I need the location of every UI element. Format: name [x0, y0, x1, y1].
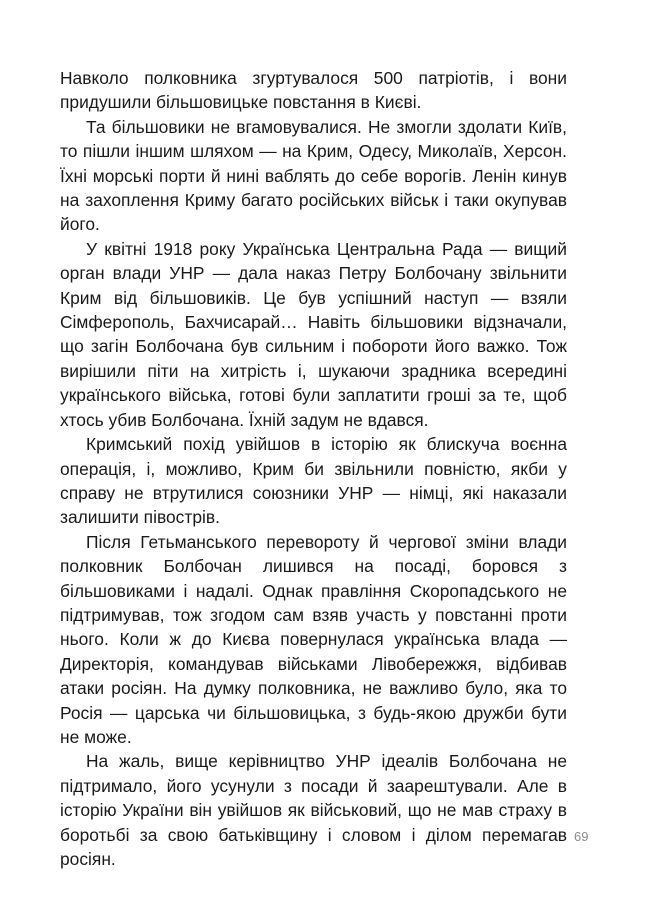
paragraph-6: На жаль, вище керівництво УНР ідеалів Болбочана не підтримало, його усунули з посади й заарештували. Але в історію України він увійшов як військовий, що не мав страху в боротьбі за свою батьківщину і словом і ділом перемагав росіян. [60, 751, 567, 869]
paragraph-4: Кримський похід увійшов в історію як блискуча воєнна операція, і, можливо, Крим би звільнили повністю, якби у справу не втрутилися союзники УНР — німці, які наказали залишити півострів. [60, 434, 567, 528]
page-number: 69 [574, 829, 589, 844]
paragraph-5: Після Гетьманського перевороту й чергової зміни влади полковник Болбочан лишився на посаді, боровся з більшовиками і надалі. Однак правління Скоропадського не підтримував, тож згодом сам взяв участь у повстанні проти нього. Коли ж до Києва повернулася українська влада — Директорія, командував військами Лівобережжя, відбивав атаки росіян. На думку полковника, не важливо було, яка то Росія — царська чи більшовицька, з будь-якою дружби бути не може. [60, 531, 567, 747]
paragraph-3: У квітні 1918 року Українська Центральна Рада — вищий орган влади УНР — дала наказ Петру Болбочану звільнити Крим від більшовиків. Це був успішний наступ — взяли Сімферополь, Бахчисарай… Навіть більшовики відзначали, що загін Болбочана був сильним і побороти його важко. Тож вирішили піти на хитрість і, шукаючи зрадника всередині українського війська, готові були заплатити гроші за те, щоб хтось убив Болбочана. Їхній задум не вдався. [60, 238, 567, 430]
paragraph-1: Навколо полковника згуртувалося 500 патріотів, і вони придушили більшовицьке повстання в Києві. [60, 68, 567, 113]
body-text [60, 66, 567, 871]
paragraph-2: Та більшовики не вгамовувалися. Не змогли здолати Київ, то пішли іншим шляхом — на Крим, Одесу, Миколаїв, Херсон. Їхні морські порти й нині ваблять до себе ворогів. Ленін кинув на захоплення Криму багато російських військ і таки окупував його. [60, 116, 567, 235]
